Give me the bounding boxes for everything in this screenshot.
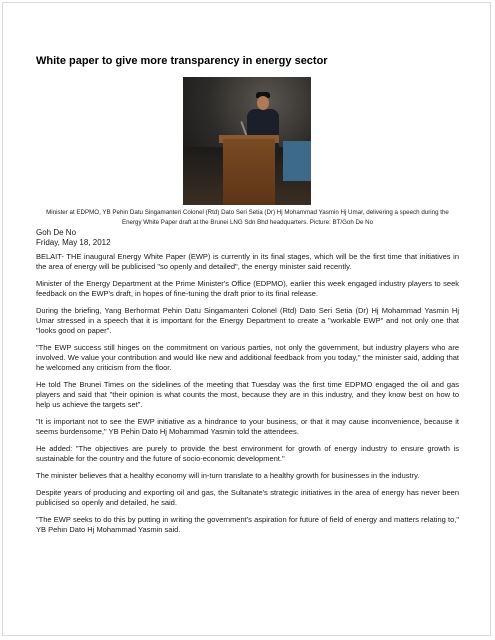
article-headline: White paper to give more transparency in energy sector: [36, 55, 328, 67]
paragraph: He told The Brunei Times on the sidelines of the meeting that Tuesday was the first time EDPMO engaged the oil and gas players and said that "their opinion is what counts the most, because they are in this industry, and they know best on how to help us achieve the targets set".: [36, 380, 459, 409]
paragraph: He added: "The objectives are purely to provide the best environment for growth of energy industry to ensure growth is sustainable for the country and the future of socio-economic development.": [36, 444, 459, 463]
photo-caption: Minister at EDPMO, YB Pehin Datu Singamanteri Colonel (Rtd) Dato Seri Setia (Dr) Hj Mohammad Yasmin Hj Umar, delivering a speech during the Energy White Paper draft at the Brunei LNG Sdn Bhd headquarters. Picture: BT/Goh De No: [46, 209, 449, 226]
article-photo: [183, 77, 311, 205]
paragraph: "The EWP seeks to do this by putting in writing the government's aspiration for future of field of energy and matters relating to," YB Pehin Dato Hj Mohammad Yasmin said.: [36, 515, 459, 534]
paragraph: "The EWP success still hinges on the commitment on various parties, not only the government, but industry players who are involved. We value your contribution and would like new and additional feedback from you today," the minister said, adding that he welcomed any criticism from the floor.: [36, 343, 459, 372]
byline: [36, 228, 111, 248]
publish-date: Friday, May 18, 2012: [36, 238, 111, 247]
paragraph: The minister believes that a healthy economy will in-turn translate to a healthy growth for businesses in the industry.: [36, 471, 420, 480]
paragraph: Minister of the Energy Department at the Prime Minister's Office (EDPMO), earlier this week engaged industry players to seek feedback on the EWP's draft, in hopes of fine-tuning the draft prior to its final release.: [36, 279, 459, 298]
article-body: [36, 252, 459, 542]
paragraph: BELAIT- THE inaugural Energy White Paper (EWP) is currently in its final stages, which will be the first time that initiatives in the area of energy will be publicised "so openly and detailed", the energy minister said recently.: [36, 252, 459, 271]
paragraph: Despite years of producing and exporting oil and gas, the Sultanate's strategic initiatives in the area of energy has never been publicised so openly and detailed, he said.: [36, 488, 459, 507]
paragraph: During the briefing, Yang Berhormat Pehin Datu Singamanteri Colonel (Rtd) Dato Seri Setia (Dr) Hj Mohammad Yasmin Hj Umar stressed in a speech that it is important for the Energy Department to create a "workable EWP" and not only one that "looks good on paper".: [36, 306, 459, 335]
paragraph: "It is important not to see the EWP initiative as a hindrance to your business, or that it may cause inconvenience, because it seems burdensome," YB Pehin Dato Hj Mohammad Yasmin told the attendees.: [36, 417, 459, 436]
author-name: Goh De No: [36, 228, 77, 237]
